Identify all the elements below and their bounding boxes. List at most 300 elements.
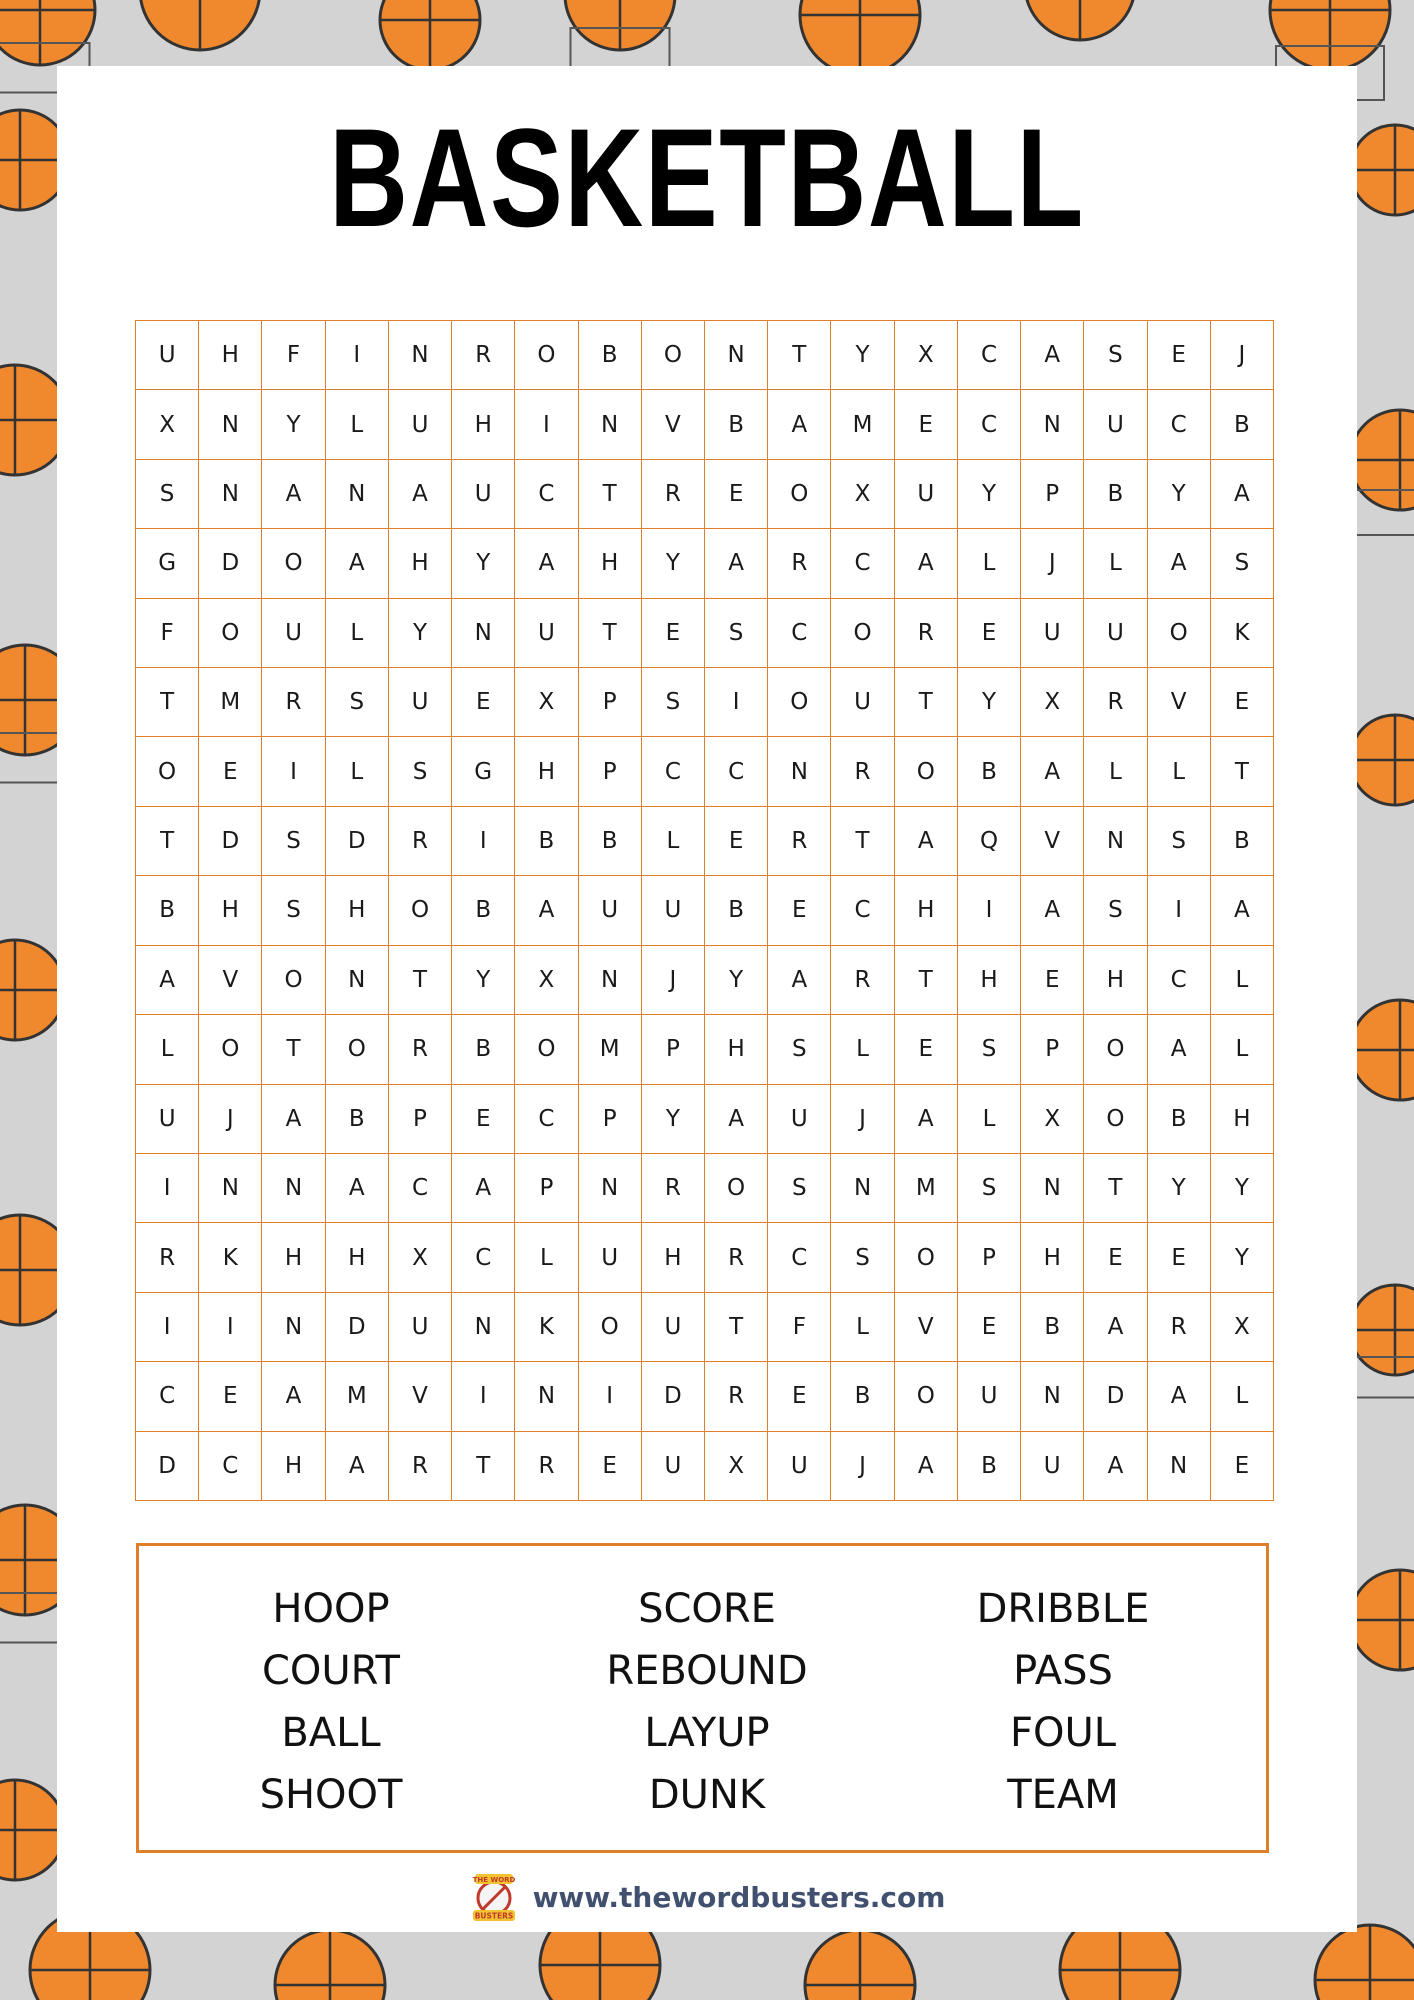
grid-cell[interactable]: N <box>515 1362 578 1431</box>
grid-cell[interactable]: T <box>136 668 199 737</box>
grid-cell[interactable]: D <box>326 807 389 876</box>
grid-cell[interactable]: U <box>389 390 452 459</box>
grid-cell[interactable]: V <box>1021 807 1084 876</box>
grid-cell[interactable]: X <box>389 1223 452 1292</box>
grid-cell[interactable]: E <box>1021 946 1084 1015</box>
grid-cell[interactable]: U <box>1021 599 1084 668</box>
grid-cell[interactable]: C <box>1148 390 1211 459</box>
grid-cell[interactable]: A <box>262 1362 325 1431</box>
grid-cell[interactable]: O <box>895 1362 958 1431</box>
grid-cell[interactable]: S <box>389 737 452 806</box>
grid-cell[interactable]: N <box>452 599 515 668</box>
grid-cell[interactable]: U <box>579 876 642 945</box>
grid-cell[interactable]: E <box>199 1362 262 1431</box>
grid-cell[interactable]: U <box>768 1085 831 1154</box>
grid-cell[interactable]: B <box>579 807 642 876</box>
grid-cell[interactable]: P <box>389 1085 452 1154</box>
grid-cell[interactable]: O <box>199 1015 262 1084</box>
grid-cell[interactable]: N <box>1084 807 1147 876</box>
grid-cell[interactable]: C <box>705 737 768 806</box>
grid-cell[interactable]: C <box>452 1223 515 1292</box>
grid-cell[interactable]: D <box>136 1432 199 1501</box>
grid-cell[interactable]: B <box>958 1432 1021 1501</box>
grid-cell[interactable]: K <box>515 1293 578 1362</box>
grid-cell[interactable]: L <box>831 1015 894 1084</box>
grid-cell[interactable]: Y <box>1211 1223 1274 1292</box>
grid-cell[interactable]: R <box>1084 668 1147 737</box>
grid-cell[interactable]: I <box>136 1154 199 1223</box>
grid-cell[interactable]: S <box>326 668 389 737</box>
grid-cell[interactable]: B <box>452 876 515 945</box>
grid-cell[interactable]: N <box>262 1293 325 1362</box>
grid-cell[interactable]: U <box>1084 390 1147 459</box>
grid-cell[interactable]: F <box>262 321 325 390</box>
grid-cell[interactable]: A <box>895 529 958 598</box>
grid-cell[interactable]: A <box>1021 876 1084 945</box>
grid-cell[interactable]: L <box>958 529 1021 598</box>
grid-cell[interactable]: R <box>389 1432 452 1501</box>
grid-cell[interactable]: R <box>831 946 894 1015</box>
grid-cell[interactable]: T <box>452 1432 515 1501</box>
grid-cell[interactable]: U <box>1084 599 1147 668</box>
grid-cell[interactable]: I <box>199 1293 262 1362</box>
grid-cell[interactable]: D <box>326 1293 389 1362</box>
grid-cell[interactable]: L <box>642 807 705 876</box>
grid-cell[interactable]: A <box>389 460 452 529</box>
grid-cell[interactable]: U <box>642 1432 705 1501</box>
grid-cell[interactable]: N <box>1021 1154 1084 1223</box>
grid-cell[interactable]: B <box>452 1015 515 1084</box>
grid-cell[interactable]: E <box>1148 321 1211 390</box>
grid-cell[interactable]: M <box>579 1015 642 1084</box>
grid-cell[interactable]: N <box>1021 1362 1084 1431</box>
grid-cell[interactable]: A <box>768 946 831 1015</box>
grid-cell[interactable]: H <box>515 737 578 806</box>
grid-cell[interactable]: J <box>642 946 705 1015</box>
grid-cell[interactable]: A <box>895 1085 958 1154</box>
grid-cell[interactable]: H <box>1084 946 1147 1015</box>
grid-cell[interactable]: I <box>515 390 578 459</box>
grid-cell[interactable]: Y <box>831 321 894 390</box>
grid-cell[interactable]: K <box>199 1223 262 1292</box>
grid-cell[interactable]: H <box>958 946 1021 1015</box>
grid-cell[interactable]: X <box>895 321 958 390</box>
grid-cell[interactable]: A <box>1148 1015 1211 1084</box>
website-url[interactable]: www.thewordbusters.com <box>532 1880 946 1914</box>
grid-cell[interactable]: T <box>831 807 894 876</box>
grid-cell[interactable]: E <box>1211 668 1274 737</box>
grid-cell[interactable]: Y <box>452 946 515 1015</box>
grid-cell[interactable]: I <box>452 1362 515 1431</box>
grid-cell[interactable]: U <box>136 1085 199 1154</box>
grid-cell[interactable]: O <box>326 1015 389 1084</box>
grid-cell[interactable]: B <box>1021 1293 1084 1362</box>
grid-cell[interactable]: R <box>642 1154 705 1223</box>
grid-cell[interactable]: O <box>1148 599 1211 668</box>
grid-cell[interactable]: C <box>831 876 894 945</box>
grid-cell[interactable]: I <box>452 807 515 876</box>
grid-cell[interactable]: J <box>831 1085 894 1154</box>
grid-cell[interactable]: E <box>958 599 1021 668</box>
grid-cell[interactable]: H <box>642 1223 705 1292</box>
grid-cell[interactable]: R <box>895 599 958 668</box>
grid-cell[interactable]: Y <box>1148 460 1211 529</box>
grid-cell[interactable]: A <box>895 807 958 876</box>
grid-cell[interactable]: N <box>452 1293 515 1362</box>
grid-cell[interactable]: T <box>768 321 831 390</box>
grid-cell[interactable]: E <box>579 1432 642 1501</box>
grid-cell[interactable]: U <box>136 321 199 390</box>
grid-cell[interactable]: X <box>1021 1085 1084 1154</box>
grid-cell[interactable]: E <box>895 390 958 459</box>
grid-cell[interactable]: F <box>136 599 199 668</box>
grid-cell[interactable]: A <box>895 1432 958 1501</box>
grid-cell[interactable]: N <box>579 1154 642 1223</box>
grid-cell[interactable]: M <box>326 1362 389 1431</box>
grid-cell[interactable]: H <box>262 1432 325 1501</box>
grid-cell[interactable]: L <box>326 390 389 459</box>
grid-cell[interactable]: C <box>515 1085 578 1154</box>
grid-cell[interactable]: E <box>1148 1223 1211 1292</box>
grid-cell[interactable]: A <box>262 460 325 529</box>
grid-cell[interactable]: E <box>705 807 768 876</box>
grid-cell[interactable]: H <box>262 1223 325 1292</box>
grid-cell[interactable]: I <box>136 1293 199 1362</box>
grid-cell[interactable]: U <box>642 1293 705 1362</box>
grid-cell[interactable]: I <box>326 321 389 390</box>
grid-cell[interactable]: A <box>326 1154 389 1223</box>
grid-cell[interactable]: E <box>452 1085 515 1154</box>
grid-cell[interactable]: H <box>389 529 452 598</box>
grid-cell[interactable]: B <box>831 1362 894 1431</box>
grid-cell[interactable]: O <box>515 1015 578 1084</box>
grid-cell[interactable]: E <box>705 460 768 529</box>
grid-cell[interactable]: R <box>831 737 894 806</box>
grid-cell[interactable]: J <box>1211 321 1274 390</box>
grid-cell[interactable]: T <box>1211 737 1274 806</box>
grid-cell[interactable]: X <box>136 390 199 459</box>
grid-cell[interactable]: N <box>262 1154 325 1223</box>
grid-cell[interactable]: O <box>262 529 325 598</box>
grid-cell[interactable]: O <box>895 737 958 806</box>
grid-cell[interactable]: P <box>515 1154 578 1223</box>
grid-cell[interactable]: A <box>1148 1362 1211 1431</box>
grid-cell[interactable]: H <box>326 1223 389 1292</box>
grid-cell[interactable]: P <box>1021 1015 1084 1084</box>
grid-cell[interactable]: B <box>1211 807 1274 876</box>
grid-cell[interactable]: S <box>958 1154 1021 1223</box>
grid-cell[interactable]: P <box>579 737 642 806</box>
grid-cell[interactable]: Y <box>1148 1154 1211 1223</box>
grid-cell[interactable]: E <box>895 1015 958 1084</box>
grid-cell[interactable]: X <box>705 1432 768 1501</box>
grid-cell[interactable]: X <box>1211 1293 1274 1362</box>
grid-cell[interactable]: A <box>768 390 831 459</box>
grid-cell[interactable]: V <box>895 1293 958 1362</box>
grid-cell[interactable]: D <box>642 1362 705 1431</box>
grid-cell[interactable]: E <box>768 1362 831 1431</box>
grid-cell[interactable]: L <box>831 1293 894 1362</box>
grid-cell[interactable]: A <box>705 529 768 598</box>
grid-cell[interactable]: O <box>705 1154 768 1223</box>
grid-cell[interactable]: T <box>262 1015 325 1084</box>
grid-cell[interactable]: P <box>958 1223 1021 1292</box>
grid-cell[interactable]: X <box>515 668 578 737</box>
grid-cell[interactable]: A <box>515 529 578 598</box>
grid-cell[interactable]: U <box>515 599 578 668</box>
grid-cell[interactable]: M <box>831 390 894 459</box>
grid-cell[interactable]: N <box>1148 1432 1211 1501</box>
grid-cell[interactable]: O <box>642 321 705 390</box>
grid-cell[interactable]: S <box>768 1154 831 1223</box>
grid-cell[interactable]: L <box>1148 737 1211 806</box>
grid-cell[interactable]: O <box>262 946 325 1015</box>
grid-cell[interactable]: A <box>326 1432 389 1501</box>
grid-cell[interactable]: A <box>1021 737 1084 806</box>
grid-cell[interactable]: C <box>642 737 705 806</box>
grid-cell[interactable]: V <box>1148 668 1211 737</box>
grid-cell[interactable]: K <box>1211 599 1274 668</box>
grid-cell[interactable]: T <box>895 946 958 1015</box>
grid-cell[interactable]: U <box>1021 1432 1084 1501</box>
grid-cell[interactable]: B <box>1211 390 1274 459</box>
grid-cell[interactable]: O <box>768 460 831 529</box>
grid-cell[interactable]: L <box>1211 1362 1274 1431</box>
grid-cell[interactable]: Y <box>389 599 452 668</box>
grid-cell[interactable]: A <box>1021 321 1084 390</box>
grid-cell[interactable]: B <box>1148 1085 1211 1154</box>
grid-cell[interactable]: R <box>389 1015 452 1084</box>
grid-cell[interactable]: E <box>768 876 831 945</box>
grid-cell[interactable]: R <box>1148 1293 1211 1362</box>
grid-cell[interactable]: H <box>199 321 262 390</box>
grid-cell[interactable]: E <box>452 668 515 737</box>
grid-cell[interactable]: I <box>1148 876 1211 945</box>
grid-cell[interactable]: D <box>199 529 262 598</box>
grid-cell[interactable]: F <box>768 1293 831 1362</box>
grid-cell[interactable]: S <box>642 668 705 737</box>
grid-cell[interactable]: L <box>1211 946 1274 1015</box>
grid-cell[interactable]: R <box>705 1223 768 1292</box>
grid-cell[interactable]: A <box>136 946 199 1015</box>
grid-cell[interactable]: B <box>515 807 578 876</box>
grid-cell[interactable]: T <box>136 807 199 876</box>
grid-cell[interactable]: N <box>1021 390 1084 459</box>
grid-cell[interactable]: J <box>831 1432 894 1501</box>
grid-cell[interactable]: O <box>579 1293 642 1362</box>
grid-cell[interactable]: V <box>199 946 262 1015</box>
grid-cell[interactable]: N <box>199 390 262 459</box>
grid-cell[interactable]: A <box>1084 1293 1147 1362</box>
grid-cell[interactable]: C <box>136 1362 199 1431</box>
grid-cell[interactable]: Y <box>958 668 1021 737</box>
grid-cell[interactable]: L <box>326 737 389 806</box>
grid-cell[interactable]: B <box>136 876 199 945</box>
grid-cell[interactable]: O <box>515 321 578 390</box>
grid-cell[interactable]: X <box>1021 668 1084 737</box>
grid-cell[interactable]: N <box>705 321 768 390</box>
grid-cell[interactable]: B <box>1084 460 1147 529</box>
grid-cell[interactable]: S <box>1148 807 1211 876</box>
grid-cell[interactable]: Y <box>642 1085 705 1154</box>
grid-cell[interactable]: G <box>452 737 515 806</box>
grid-cell[interactable]: N <box>831 1154 894 1223</box>
grid-cell[interactable]: A <box>1211 876 1274 945</box>
grid-cell[interactable]: R <box>705 1362 768 1431</box>
grid-cell[interactable]: L <box>958 1085 1021 1154</box>
grid-cell[interactable]: D <box>1084 1362 1147 1431</box>
grid-cell[interactable]: E <box>1084 1223 1147 1292</box>
grid-cell[interactable]: T <box>705 1293 768 1362</box>
grid-cell[interactable]: H <box>452 390 515 459</box>
grid-cell[interactable]: S <box>831 1223 894 1292</box>
grid-cell[interactable]: C <box>831 529 894 598</box>
grid-cell[interactable]: L <box>326 599 389 668</box>
grid-cell[interactable]: A <box>262 1085 325 1154</box>
grid-cell[interactable]: N <box>326 946 389 1015</box>
grid-cell[interactable]: U <box>958 1362 1021 1431</box>
grid-cell[interactable]: L <box>515 1223 578 1292</box>
grid-cell[interactable]: M <box>895 1154 958 1223</box>
grid-cell[interactable]: S <box>1211 529 1274 598</box>
grid-cell[interactable]: D <box>199 807 262 876</box>
grid-cell[interactable]: L <box>1084 737 1147 806</box>
grid-cell[interactable]: U <box>642 876 705 945</box>
grid-cell[interactable]: N <box>579 390 642 459</box>
grid-cell[interactable]: U <box>389 668 452 737</box>
grid-cell[interactable]: S <box>705 599 768 668</box>
grid-cell[interactable]: B <box>705 876 768 945</box>
grid-cell[interactable]: N <box>199 1154 262 1223</box>
grid-cell[interactable]: Q <box>958 807 1021 876</box>
grid-cell[interactable]: H <box>705 1015 768 1084</box>
grid-cell[interactable]: A <box>1084 1432 1147 1501</box>
grid-cell[interactable]: E <box>958 1293 1021 1362</box>
grid-cell[interactable]: N <box>768 737 831 806</box>
grid-cell[interactable]: C <box>768 599 831 668</box>
grid-cell[interactable]: N <box>389 321 452 390</box>
grid-cell[interactable]: V <box>389 1362 452 1431</box>
grid-cell[interactable]: T <box>389 946 452 1015</box>
grid-cell[interactable]: T <box>895 668 958 737</box>
grid-cell[interactable]: S <box>136 460 199 529</box>
grid-cell[interactable]: H <box>199 876 262 945</box>
grid-cell[interactable]: H <box>579 529 642 598</box>
grid-cell[interactable]: P <box>579 668 642 737</box>
grid-cell[interactable]: O <box>895 1223 958 1292</box>
grid-cell[interactable]: U <box>262 599 325 668</box>
grid-cell[interactable]: C <box>958 390 1021 459</box>
grid-cell[interactable]: R <box>262 668 325 737</box>
grid-cell[interactable]: C <box>515 460 578 529</box>
grid-cell[interactable]: H <box>326 876 389 945</box>
grid-cell[interactable]: Y <box>1211 1154 1274 1223</box>
grid-cell[interactable]: A <box>1211 460 1274 529</box>
grid-cell[interactable]: Y <box>262 390 325 459</box>
grid-cell[interactable]: Y <box>452 529 515 598</box>
grid-cell[interactable]: L <box>1084 529 1147 598</box>
grid-cell[interactable]: R <box>515 1432 578 1501</box>
grid-cell[interactable]: Y <box>958 460 1021 529</box>
grid-cell[interactable]: O <box>1084 1015 1147 1084</box>
grid-cell[interactable]: R <box>768 529 831 598</box>
grid-cell[interactable]: R <box>389 807 452 876</box>
grid-cell[interactable]: S <box>262 807 325 876</box>
grid-cell[interactable]: A <box>515 876 578 945</box>
grid-cell[interactable]: P <box>579 1085 642 1154</box>
grid-cell[interactable]: O <box>199 599 262 668</box>
grid-cell[interactable]: V <box>642 390 705 459</box>
grid-cell[interactable]: B <box>705 390 768 459</box>
grid-cell[interactable]: I <box>705 668 768 737</box>
grid-cell[interactable]: H <box>1211 1085 1274 1154</box>
grid-cell[interactable]: E <box>199 737 262 806</box>
grid-cell[interactable]: C <box>389 1154 452 1223</box>
grid-cell[interactable]: X <box>515 946 578 1015</box>
grid-cell[interactable]: T <box>579 460 642 529</box>
grid-cell[interactable]: R <box>768 807 831 876</box>
grid-cell[interactable]: N <box>199 460 262 529</box>
grid-cell[interactable]: Y <box>642 529 705 598</box>
grid-cell[interactable]: B <box>958 737 1021 806</box>
grid-cell[interactable]: S <box>262 876 325 945</box>
grid-cell[interactable]: R <box>642 460 705 529</box>
grid-cell[interactable]: U <box>389 1293 452 1362</box>
grid-cell[interactable]: J <box>1021 529 1084 598</box>
grid-cell[interactable]: O <box>136 737 199 806</box>
grid-cell[interactable]: G <box>136 529 199 598</box>
grid-cell[interactable]: O <box>1084 1085 1147 1154</box>
grid-cell[interactable]: B <box>326 1085 389 1154</box>
grid-cell[interactable]: L <box>136 1015 199 1084</box>
grid-cell[interactable]: J <box>199 1085 262 1154</box>
grid-cell[interactable]: H <box>1021 1223 1084 1292</box>
grid-cell[interactable]: S <box>1084 321 1147 390</box>
grid-cell[interactable]: R <box>452 321 515 390</box>
grid-cell[interactable]: U <box>895 460 958 529</box>
grid-cell[interactable]: U <box>579 1223 642 1292</box>
grid-cell[interactable]: H <box>895 876 958 945</box>
grid-cell[interactable]: E <box>642 599 705 668</box>
grid-cell[interactable]: N <box>579 946 642 1015</box>
grid-cell[interactable]: I <box>262 737 325 806</box>
grid-cell[interactable]: P <box>1021 460 1084 529</box>
grid-cell[interactable]: U <box>768 1432 831 1501</box>
grid-cell[interactable]: C <box>1148 946 1211 1015</box>
grid-cell[interactable]: T <box>579 599 642 668</box>
grid-cell[interactable]: O <box>831 599 894 668</box>
grid-cell[interactable]: M <box>199 668 262 737</box>
grid-cell[interactable]: S <box>1084 876 1147 945</box>
grid-cell[interactable]: A <box>705 1085 768 1154</box>
grid-cell[interactable]: R <box>136 1223 199 1292</box>
grid-cell[interactable]: I <box>579 1362 642 1431</box>
grid-cell[interactable]: U <box>452 460 515 529</box>
grid-cell[interactable]: S <box>768 1015 831 1084</box>
grid-cell[interactable]: O <box>768 668 831 737</box>
grid-cell[interactable]: E <box>1211 1432 1274 1501</box>
grid-cell[interactable]: I <box>958 876 1021 945</box>
grid-cell[interactable]: T <box>1084 1154 1147 1223</box>
grid-cell[interactable]: N <box>326 460 389 529</box>
grid-cell[interactable]: A <box>326 529 389 598</box>
grid-cell[interactable]: O <box>389 876 452 945</box>
grid-cell[interactable]: Y <box>705 946 768 1015</box>
grid-cell[interactable]: L <box>1211 1015 1274 1084</box>
grid-cell[interactable]: S <box>958 1015 1021 1084</box>
grid-cell[interactable]: A <box>452 1154 515 1223</box>
grid-cell[interactable]: B <box>579 321 642 390</box>
